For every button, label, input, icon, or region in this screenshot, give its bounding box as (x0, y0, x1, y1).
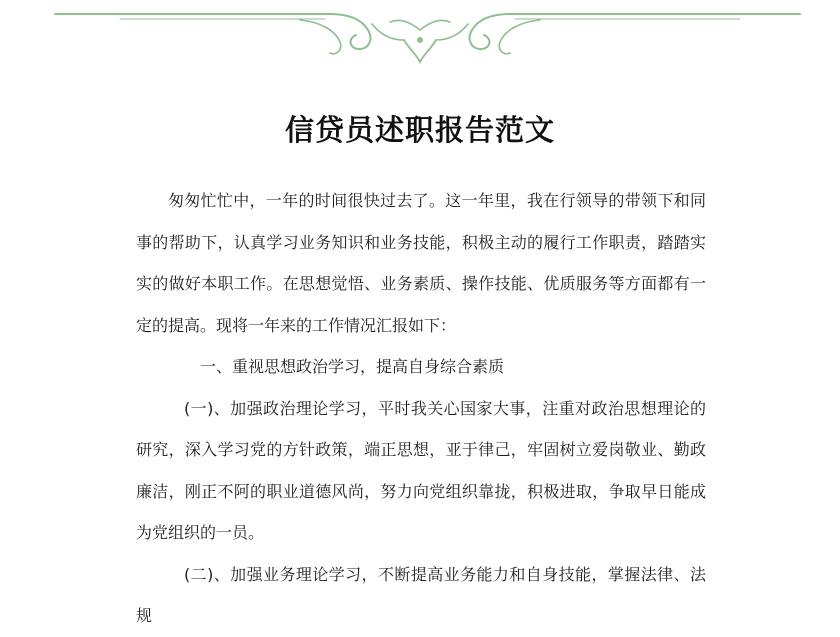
paragraph-business: (二)、加强业务理论学习，不断提高业务能力和自身技能，掌握法律、法规 (136, 564, 706, 625)
decorative-header-ornament (0, 0, 840, 70)
paragraph-politics: (一)、加强政治理论学习，平时我关心国家大事，注重对政治思想理论的研究，深入学习党的方针政策，端正思想，亚于律己，牢固树立爱岗敬业、勤政廉洁，刚正不阿的职业道德风尚，努力向党组织靠拢，积极进取，争取早日能成为党组织的一员。 (136, 398, 706, 542)
document-body (136, 180, 706, 637)
document-title: 信贷员述职报告范文 (284, 113, 555, 147)
paragraph-intro: 匆匆忙忙中，一年的时间很快过去了。这一年里，我在行领导的带领下和同事的帮助下，认真学习业务知识和业务技能，积极主动的履行工作职责，踏踏实实的做好本职工作。在思想觉悟、业务素质、操作技能、优质服务等方面都有一定的提高。现将一年来的工作情况汇报如下： (136, 191, 706, 335)
section-heading: 一、重视思想政治学习，提高自身综合素质 (200, 357, 505, 376)
